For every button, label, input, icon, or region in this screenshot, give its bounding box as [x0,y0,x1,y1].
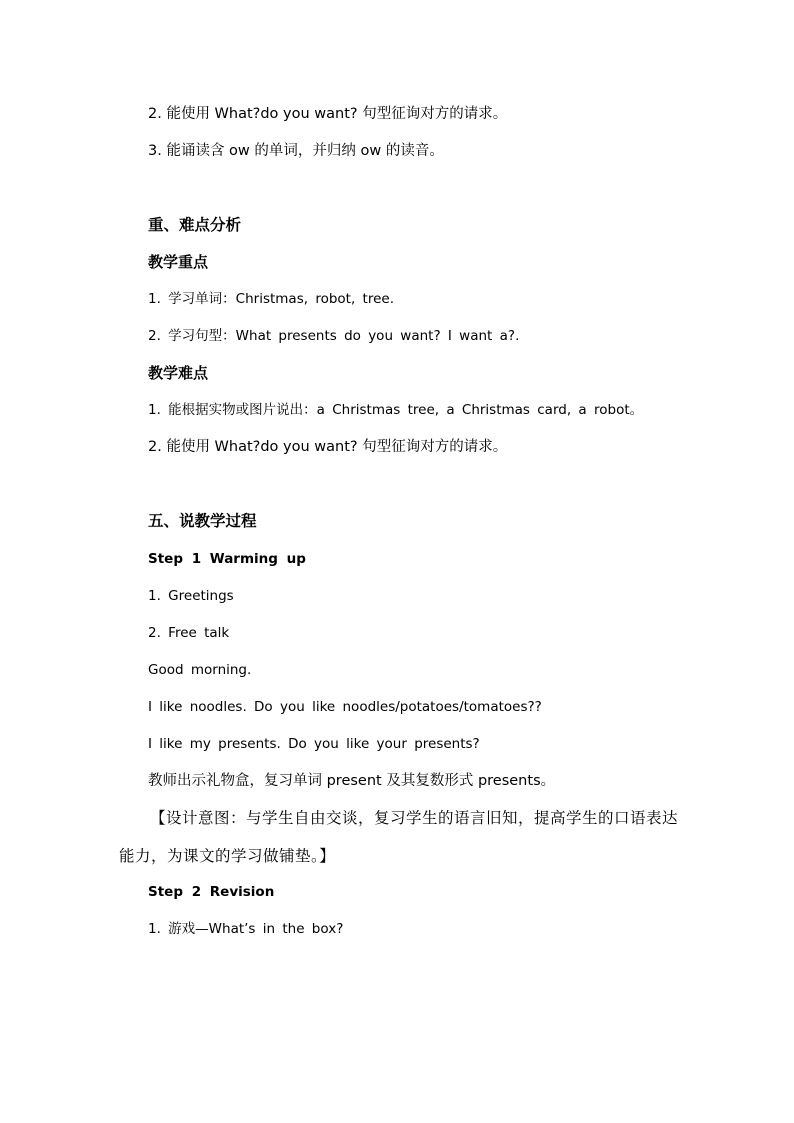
step1-line-greetings: 1. Greetings [148,588,234,604]
key-point-item-2: 2. 学习句型：What presents do you want? I want a?. [148,328,520,344]
step1-line-presents: I like my presents. Do you like your presents? [148,736,480,752]
step1-title: Step 1 Warming up [148,551,306,567]
difficult-point-item-2: 2. 能使用 What?do you want? 句型征询对方的请求。 [148,439,508,455]
difficult-point-item-1: 1. 能根据实物或图片说出：a Christmas tree, a Christmas card, a robot。 [148,402,644,418]
step1-line-noodles: I like noodles. Do you like noodles/potatoes/tomatoes?? [148,699,542,715]
step2-line-game: 1. 游戏—What’s in the box? [148,921,344,937]
objective-item-3: 3. 能诵读含 ow 的单词，并归纳 ow 的读音。 [148,143,444,159]
step2-title: Step 2 Revision [148,884,275,900]
step1-design-note-line-2: 能力，为课文的学习做铺垫。】 [119,847,336,865]
key-point-item-1: 1. 学习单词：Christmas, robot, tree. [148,291,394,307]
difficult-points-heading: 教学难点 [148,364,209,382]
key-points-heading: 教学重点 [148,253,209,271]
section-heading-process: 五、说教学过程 [148,512,257,530]
step1-line-free-talk: 2. Free talk [148,625,230,641]
step1-line-teacher-box: 教师出示礼物盒，复习单词 present 及其复数形式 presents。 [148,773,556,789]
step1-design-note-line-1: 【设计意图：与学生自由交谈，复习学生的语言旧知，提高学生的口语表达 [150,809,679,827]
objective-item-2: 2. 能使用 What?do you want? 句型征询对方的请求。 [148,106,508,122]
step1-line-good-morning: Good morning. [148,662,252,678]
section-heading-analysis: 重、难点分析 [148,216,242,234]
